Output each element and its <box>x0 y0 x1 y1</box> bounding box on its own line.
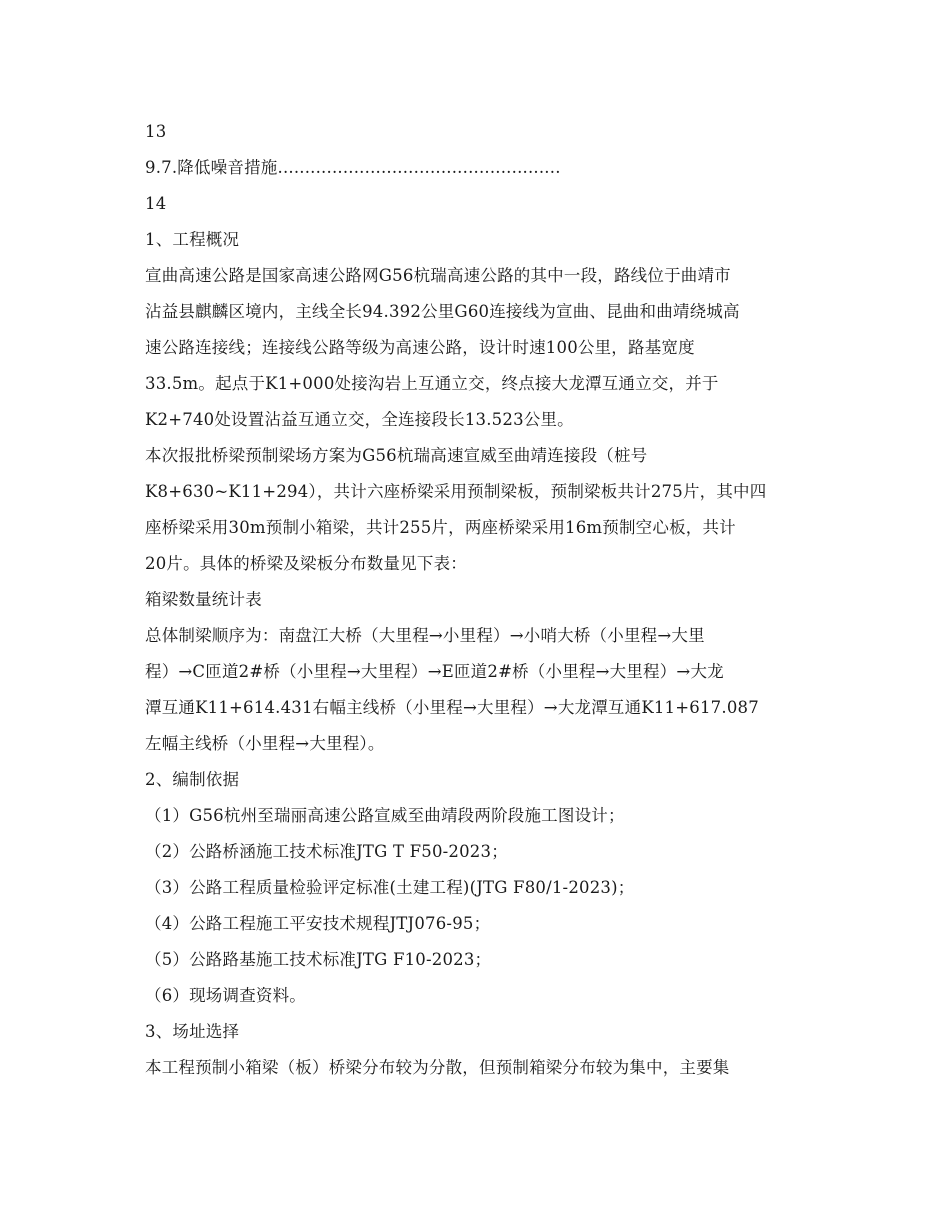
paragraph-line: 33.5m。起点于K1+000处接沟岩上互通立交，终点接大龙潭互通立交，并于 <box>145 374 719 393</box>
toc-prev-page-number: 13 <box>145 122 167 141</box>
section-heading-basis: 2、编制依据 <box>145 770 240 789</box>
toc-entry-page-number: 14 <box>145 194 167 213</box>
section-heading-site-selection: 3、场址选择 <box>145 1022 240 1041</box>
paragraph-line: 座桥梁采用30m预制小箱梁，共计255片，两座桥梁采用16m预制空心板，共计 <box>145 518 736 537</box>
paragraph-line: K8+630~K11+294），共计六座桥梁采用预制梁板，预制梁板共计275片，其中四 <box>145 482 767 501</box>
paragraph-line: K2+740处设置沾益互通立交，全连接段长13.523公里。 <box>145 410 574 429</box>
list-item: （1）G56杭州至瑞丽高速公路宣威至曲靖段两阶段施工图设计； <box>145 806 625 825</box>
toc-entry[interactable] <box>145 157 561 179</box>
paragraph-line: 总体制梁顺序为：南盘江大桥（大里程→小里程）→小哨大桥（小里程→大里 <box>145 626 705 645</box>
list-item: （3）公路工程质量检验评定标准(土建工程)(JTG F80/1-2023)； <box>145 878 635 897</box>
paragraph-line: 沾益县麒麟区境内，主线全长94.392公里G60连接线为宣曲、昆曲和曲靖绕城高 <box>145 302 740 321</box>
paragraph-line: 20片。具体的桥梁及梁板分布数量见下表： <box>145 554 467 573</box>
table-caption: 箱梁数量统计表 <box>145 590 262 609</box>
list-item: （5）公路路基施工技术标准JTG F10-2023； <box>145 950 492 969</box>
list-item: （6）现场调查资料。 <box>145 986 306 1005</box>
paragraph-line: 潭互通K11+614.431右幅主线桥（小里程→大里程）→大龙潭互通K11+617.087 <box>145 698 759 717</box>
toc-entry-label: 9.7.降低噪音措施 <box>145 158 278 177</box>
paragraph-line: 程）→C匝道2#桥（小里程→大里程）→E匝道2#桥（小里程→大里程）→大龙 <box>145 662 724 681</box>
section-heading-overview: 1、工程概况 <box>145 230 240 249</box>
list-item: （2）公路桥涵施工技术标准JTG T F50-2023； <box>145 842 508 861</box>
paragraph-line: 本次报批桥梁预制梁场方案为G56杭瑞高速宣威至曲靖连接段（桩号 <box>145 446 648 465</box>
paragraph-line: 速公路连接线；连接线公路等级为高速公路，设计时速100公里，路基宽度 <box>145 338 695 357</box>
paragraph-line: 左幅主线桥（小里程→大里程）。 <box>145 734 385 753</box>
paragraph-line: 宣曲高速公路是国家高速公路网G56杭瑞高速公路的其中一段，路线位于曲靖市 <box>145 266 731 285</box>
toc-entry-leader-dots: .................................................... <box>277 158 561 177</box>
list-item: （4）公路工程施工平安技术规程JTJ076-95； <box>145 914 491 933</box>
paragraph-line: 本工程预制小箱梁（板）桥梁分布较为分散，但预制箱梁分布较为集中，主要集 <box>145 1058 730 1077</box>
